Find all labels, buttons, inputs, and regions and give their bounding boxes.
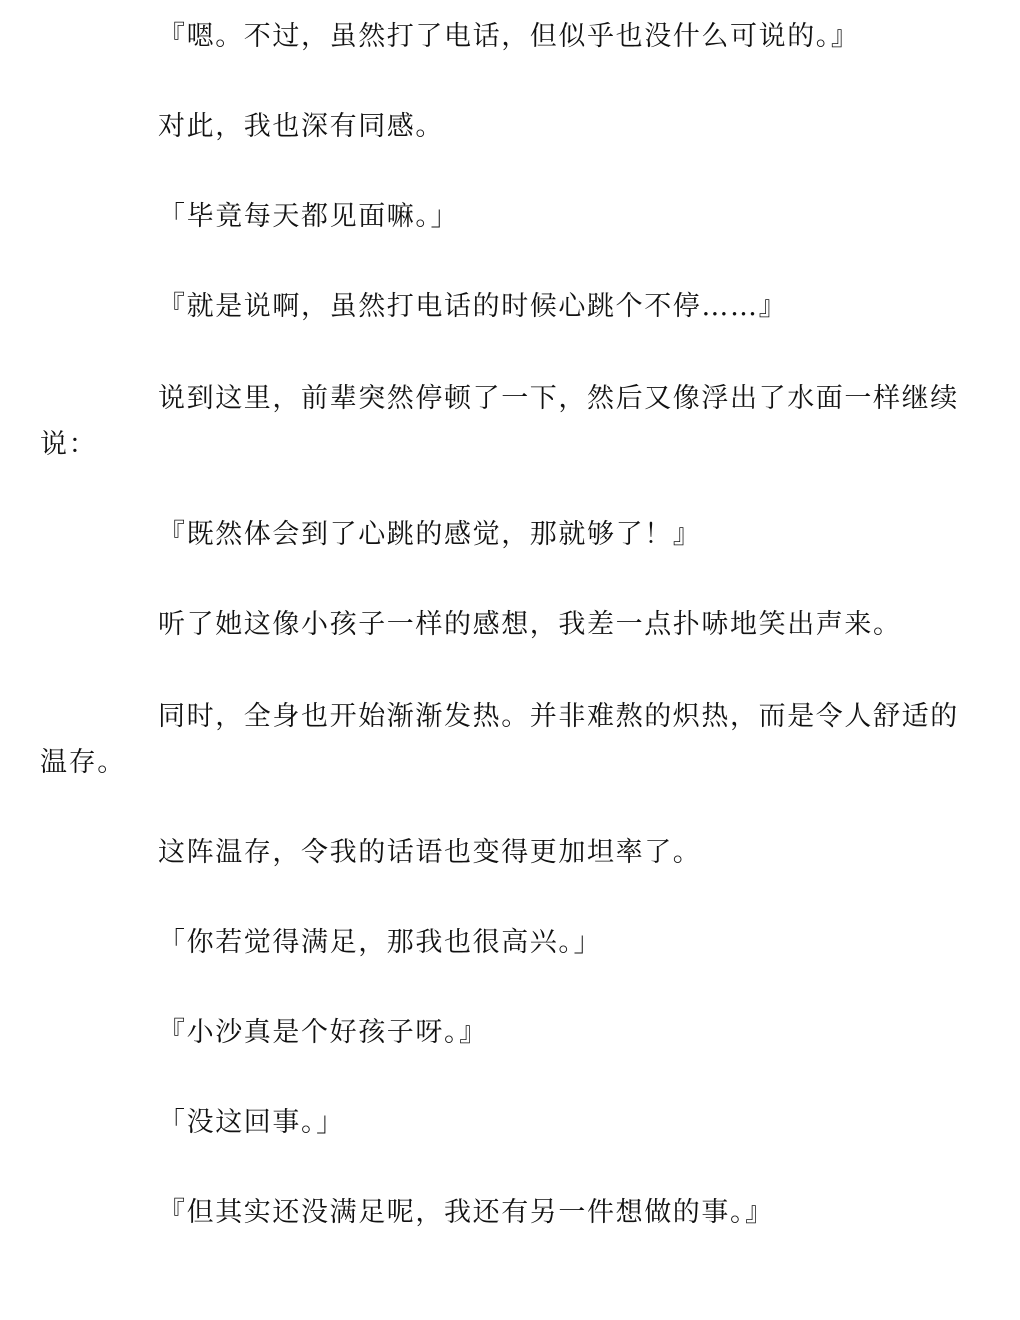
paragraph: 听了她这像小孩子一样的感想，我差一点扑哧地笑出声来。	[158, 609, 902, 640]
paragraph: 『嗯。不过，虽然打了电话，但似乎也没什么可说的。』	[158, 21, 860, 52]
paragraph: 『小沙真是个好孩子呀。』	[158, 1017, 488, 1048]
paragraph: 同时，全身也开始渐渐发热。并非难熬的炽热，而是令人舒适的温存。	[40, 701, 959, 778]
paragraph: 『但其实还没满足呢，我还有另一件想做的事。』	[158, 1197, 774, 1228]
paragraph: 说到这里，前辈突然停顿了一下，然后又像浮出了水面一样继续说：	[40, 383, 959, 460]
paragraph: 这阵温存，令我的话语也变得更加坦率了。	[158, 837, 702, 868]
paragraph: 「毕竟每天都见面嘛。」	[158, 201, 460, 232]
paragraph: 『既然体会到了心跳的感觉，那就够了！』	[158, 519, 702, 550]
paragraph: 「你若觉得满足，那我也很高兴。」	[158, 927, 603, 958]
paragraph: 「没这回事。」	[158, 1107, 345, 1138]
paragraph: 对此，我也深有同感。	[158, 111, 444, 142]
paragraph: 『就是说啊，虽然打电话的时候心跳个不停……』	[158, 291, 788, 322]
